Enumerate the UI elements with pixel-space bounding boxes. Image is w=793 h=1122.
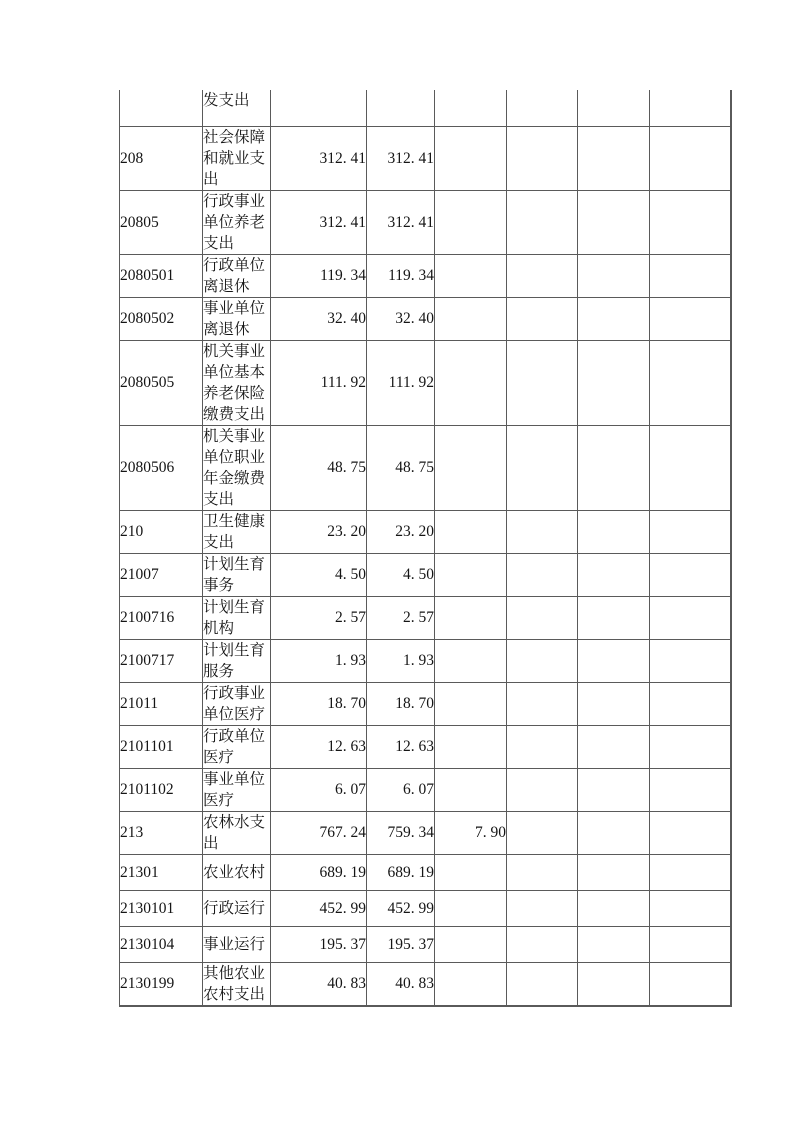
name-cell: 行政单位离退休 [203, 254, 271, 297]
value-cell: 32. 40 [271, 297, 367, 340]
value-cell: 119. 34 [271, 254, 367, 297]
value-cell [507, 510, 578, 553]
code-cell: 2100717 [120, 639, 203, 682]
value-cell [507, 854, 578, 890]
value-cell: 1. 93 [367, 639, 435, 682]
value-cell [650, 682, 731, 725]
value-cell [578, 768, 650, 811]
value-cell: 4. 50 [271, 553, 367, 596]
name-cell: 行政事业单位医疗 [203, 682, 271, 725]
value-cell [650, 90, 731, 126]
value-cell: 6. 07 [271, 768, 367, 811]
value-cell [435, 639, 507, 682]
value-cell [507, 126, 578, 190]
code-cell: 2080505 [120, 340, 203, 425]
value-cell [578, 639, 650, 682]
code-cell: 2130104 [120, 926, 203, 962]
value-cell: 32. 40 [367, 297, 435, 340]
table-body [120, 90, 731, 1006]
code-cell: 21011 [120, 682, 203, 725]
code-cell: 2130101 [120, 890, 203, 926]
value-cell [435, 725, 507, 768]
name-cell: 计划生育机构 [203, 596, 271, 639]
value-cell [650, 190, 731, 254]
value-cell [650, 854, 731, 890]
code-cell: 2101102 [120, 768, 203, 811]
value-cell: 1. 93 [271, 639, 367, 682]
table-row [120, 926, 731, 962]
value-cell [578, 890, 650, 926]
value-cell: 48. 75 [367, 425, 435, 510]
value-cell [271, 90, 367, 126]
value-cell [435, 254, 507, 297]
value-cell [435, 596, 507, 639]
value-cell [435, 510, 507, 553]
value-cell: 452. 99 [271, 890, 367, 926]
value-cell: 111. 92 [367, 340, 435, 425]
name-cell: 事业运行 [203, 926, 271, 962]
value-cell [650, 126, 731, 190]
value-cell [435, 297, 507, 340]
value-cell: 6. 07 [367, 768, 435, 811]
value-cell [650, 725, 731, 768]
value-cell [507, 725, 578, 768]
code-cell: 2080506 [120, 425, 203, 510]
name-cell: 计划生育事务 [203, 553, 271, 596]
value-cell [435, 340, 507, 425]
table-row [120, 190, 731, 254]
value-cell [650, 254, 731, 297]
code-cell: 213 [120, 811, 203, 854]
value-cell [507, 297, 578, 340]
code-cell: 2101101 [120, 725, 203, 768]
value-cell: 23. 20 [271, 510, 367, 553]
value-cell [578, 596, 650, 639]
table-row [120, 596, 731, 639]
name-cell: 行政单位医疗 [203, 725, 271, 768]
value-cell [435, 126, 507, 190]
value-cell [650, 639, 731, 682]
value-cell [435, 890, 507, 926]
name-cell: 农业农村 [203, 854, 271, 890]
value-cell [578, 854, 650, 890]
value-cell [578, 510, 650, 553]
value-cell [507, 90, 578, 126]
code-cell: 20805 [120, 190, 203, 254]
value-cell [507, 768, 578, 811]
value-cell [507, 639, 578, 682]
value-cell [507, 811, 578, 854]
name-cell: 事业单位医疗 [203, 768, 271, 811]
value-cell: 111. 92 [271, 340, 367, 425]
name-cell: 社会保障和就业支出 [203, 126, 271, 190]
table-row [120, 768, 731, 811]
value-cell [507, 340, 578, 425]
code-cell: 2080501 [120, 254, 203, 297]
value-cell: 23. 20 [367, 510, 435, 553]
value-cell: 195. 37 [271, 926, 367, 962]
value-cell: 2. 57 [367, 596, 435, 639]
value-cell: 40. 83 [367, 962, 435, 1006]
table-row [120, 340, 731, 425]
value-cell [367, 90, 435, 126]
value-cell: 312. 41 [367, 126, 435, 190]
code-cell: 2130199 [120, 962, 203, 1006]
value-cell [435, 682, 507, 725]
code-cell: 21007 [120, 553, 203, 596]
code-cell: 21301 [120, 854, 203, 890]
name-cell: 行政事业单位养老支出 [203, 190, 271, 254]
value-cell [650, 962, 731, 1006]
value-cell [578, 297, 650, 340]
value-cell [650, 425, 731, 510]
table-row [120, 425, 731, 510]
value-cell [578, 190, 650, 254]
value-cell [507, 596, 578, 639]
value-cell [578, 926, 650, 962]
value-cell: 40. 83 [271, 962, 367, 1006]
value-cell [578, 340, 650, 425]
value-cell [650, 768, 731, 811]
value-cell [650, 297, 731, 340]
name-cell: 农林水支出 [203, 811, 271, 854]
value-cell [578, 425, 650, 510]
table-row [120, 297, 731, 340]
value-cell: 689. 19 [271, 854, 367, 890]
value-cell [507, 926, 578, 962]
value-cell [650, 340, 731, 425]
code-cell [120, 90, 203, 126]
name-cell: 发支出 [203, 90, 271, 126]
name-cell: 其他农业农村支出 [203, 962, 271, 1006]
value-cell [578, 90, 650, 126]
value-cell [578, 725, 650, 768]
value-cell: 767. 24 [271, 811, 367, 854]
value-cell: 12. 63 [271, 725, 367, 768]
value-cell [507, 962, 578, 1006]
value-cell [435, 926, 507, 962]
table-row [120, 254, 731, 297]
code-cell: 208 [120, 126, 203, 190]
value-cell [435, 190, 507, 254]
value-cell: 759. 34 [367, 811, 435, 854]
value-cell [507, 682, 578, 725]
table-row [120, 811, 731, 854]
table-row [120, 682, 731, 725]
value-cell: 4. 50 [367, 553, 435, 596]
value-cell [578, 962, 650, 1006]
value-cell: 18. 70 [271, 682, 367, 725]
value-cell: 195. 37 [367, 926, 435, 962]
code-cell: 2100716 [120, 596, 203, 639]
value-cell [435, 768, 507, 811]
value-cell [578, 682, 650, 725]
table-row [120, 890, 731, 926]
value-cell [578, 553, 650, 596]
value-cell [507, 190, 578, 254]
value-cell: 452. 99 [367, 890, 435, 926]
value-cell [578, 126, 650, 190]
table-row [120, 962, 731, 1006]
value-cell [578, 254, 650, 297]
value-cell [435, 425, 507, 510]
value-cell [650, 553, 731, 596]
value-cell [578, 811, 650, 854]
budget-table [119, 90, 732, 1007]
value-cell: 689. 19 [367, 854, 435, 890]
value-cell [435, 962, 507, 1006]
value-cell [507, 254, 578, 297]
value-cell [507, 425, 578, 510]
table-row [120, 639, 731, 682]
value-cell [650, 890, 731, 926]
name-cell: 计划生育服务 [203, 639, 271, 682]
value-cell: 18. 70 [367, 682, 435, 725]
name-cell: 卫生健康支出 [203, 510, 271, 553]
value-cell [650, 510, 731, 553]
value-cell [435, 553, 507, 596]
table-row [120, 854, 731, 890]
name-cell: 事业单位离退休 [203, 297, 271, 340]
value-cell: 2. 57 [271, 596, 367, 639]
value-cell [650, 811, 731, 854]
value-cell: 48. 75 [271, 425, 367, 510]
value-cell [507, 553, 578, 596]
value-cell: 312. 41 [271, 126, 367, 190]
name-cell: 机关事业单位职业年金缴费支出 [203, 425, 271, 510]
value-cell [650, 596, 731, 639]
table-row [120, 126, 731, 190]
value-cell: 312. 41 [271, 190, 367, 254]
value-cell: 12. 63 [367, 725, 435, 768]
code-cell: 2080502 [120, 297, 203, 340]
value-cell [435, 854, 507, 890]
table-row [120, 553, 731, 596]
value-cell [507, 890, 578, 926]
value-cell: 312. 41 [367, 190, 435, 254]
table-row [120, 90, 731, 126]
table-row [120, 725, 731, 768]
value-cell [435, 90, 507, 126]
table-row [120, 510, 731, 553]
value-cell: 119. 34 [367, 254, 435, 297]
value-cell [650, 926, 731, 962]
value-cell: 7. 90 [435, 811, 507, 854]
code-cell: 210 [120, 510, 203, 553]
name-cell: 机关事业单位基本养老保险缴费支出 [203, 340, 271, 425]
name-cell: 行政运行 [203, 890, 271, 926]
